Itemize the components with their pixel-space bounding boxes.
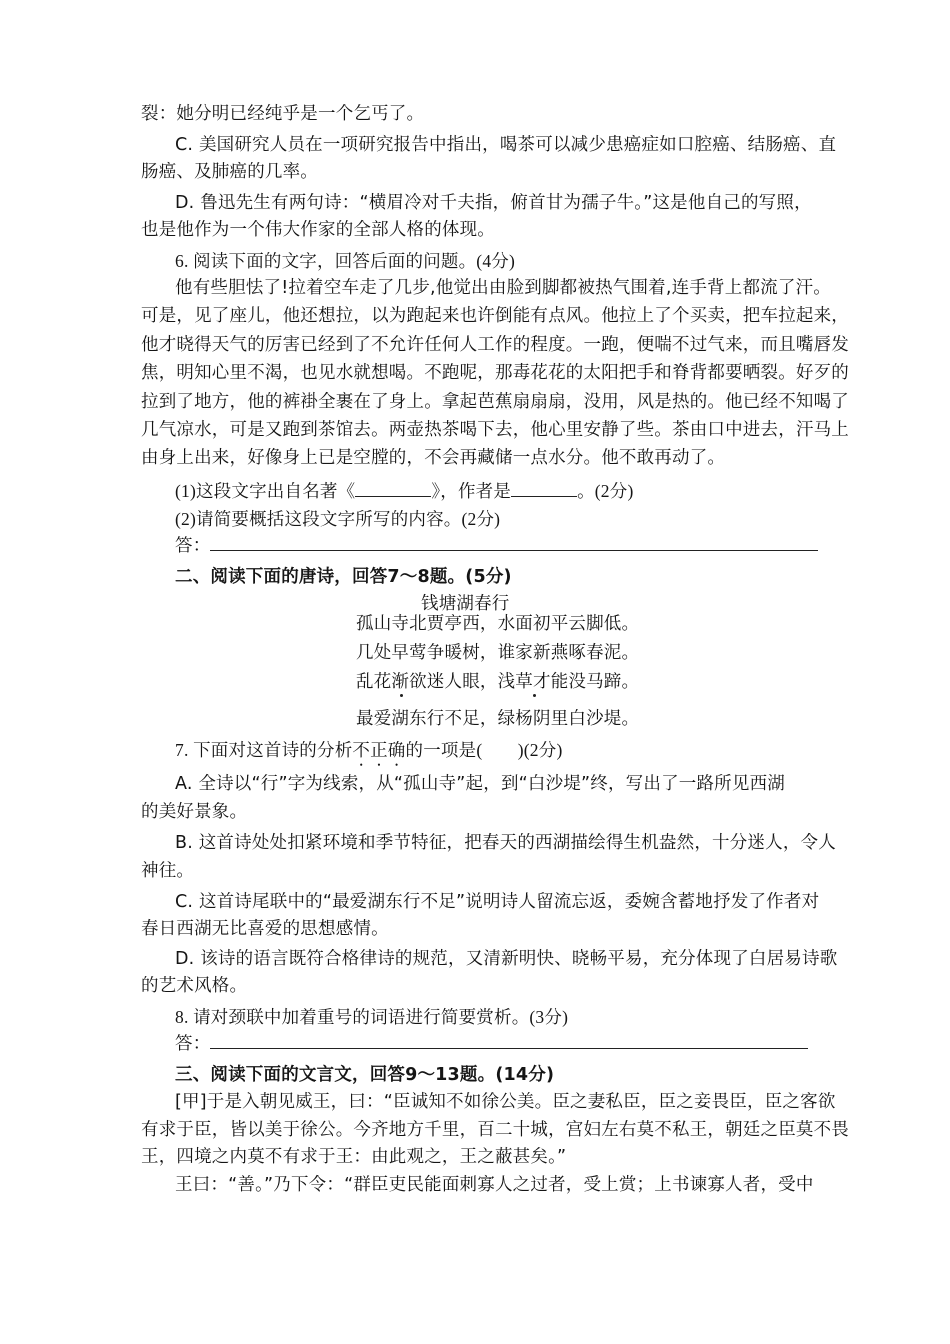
q6-sub1-suffix: 。(2分): [577, 481, 634, 501]
q7-option-d-line2: 的艺术风格。: [141, 976, 248, 996]
author-blank[interactable]: [511, 478, 577, 497]
option-d-line2: 也是他作为一个伟大作家的全部人格的体现。: [141, 220, 495, 240]
q7-option-b-line1: B. 这首诗处处扣紧环境和季节特征，把春天的西湖描绘得生机盎然，十分迷人，令人: [175, 833, 836, 853]
classical-text-line: 王，四境之内莫不有求于王：由此观之，王之蔽甚矣。”: [141, 1147, 567, 1167]
q7-option-b-line2: 神往。: [141, 861, 195, 881]
answer-label: 答：: [175, 536, 211, 556]
q7-emphasis: 不正确: [352, 740, 406, 760]
q8-answer-row: [175, 1030, 855, 1058]
emphasis-dot: [533, 694, 536, 697]
q6-sub1-prefix: (1)这段文字出自名著《: [175, 481, 356, 501]
classical-text-line: 有求于臣，皆以美于徐公。今齐地方千里，百二十城，宫妇左右莫不私王，朝廷之臣莫不畏: [141, 1120, 849, 1140]
q7-option-d-line1: D. 该诗的语言既符合格律诗的规范，又清新明快、晓畅平易，充分体现了白居易诗歌: [175, 949, 838, 969]
option-c-line1: C. 美国研究人员在一项研究报告中指出，喝茶可以减少患癌症如口腔癌、结肠癌、直: [175, 135, 837, 155]
q8-stem: 8. 请对颈联中加着重号的词语进行简要赏析。(3分): [175, 1007, 569, 1027]
option-b-continuation: 裂：她分明已经纯乎是一个乞丐了。: [141, 104, 425, 124]
q7-option-c-line2: 春日西湖无比喜爱的思想感情。: [141, 919, 389, 939]
section-3-heading: 三、阅读下面的文言文，回答9～13题。(14分): [175, 1065, 555, 1085]
q6-answer-row: [175, 532, 855, 560]
option-d-line1: D. 鲁迅先生有两句诗：“横眉冷对千夫指，俯首甘为孺子牛。”这是他自己的写照，: [175, 193, 812, 213]
q7-option-c-line1: C. 这首诗尾联中的“最爱湖东行不足”说明诗人留流忘返，委婉含蓄地抒发了作者对: [175, 892, 820, 912]
q6-paragraph-line: 他才晓得天气的厉害已经到了不允许任何人工作的程度。一跑，便喘不过气来，而且嘴唇发: [141, 335, 849, 355]
q6-paragraph-line: 可是，见了座儿，他还想拉，以为跑起来也许倒能有点风。他拉上了个买卖，把车拉起来，: [141, 306, 849, 326]
q6-paragraph-line: 几气凉水，可是又跑到茶馆去。两壶热茶喝下去，他心里安静了些。茶由口中进去，汗马上: [141, 420, 849, 440]
poem-line: 孤山寺北贾亭西，水面初平云脚低。: [356, 614, 640, 634]
poem-line: 几处早莺争暖树，谁家新燕啄春泥。: [356, 643, 640, 663]
q7-option-a-line1: A. 全诗以“行”字为线索，从“孤山寺”起，到“白沙堤”终，写出了一路所见西湖: [175, 774, 785, 794]
q6-answer-line[interactable]: [210, 532, 818, 551]
poem-line: 最爱湖东行不足，绿杨阴里白沙堤。: [356, 709, 640, 729]
q6-paragraph-line: 他有些胆怯了!拉着空车走了几步,他觉出由脸到脚都被热气围着,连手背上都流了汗。: [175, 278, 831, 298]
q7-stem-prefix: 7. 下面对这首诗的分析: [175, 740, 353, 760]
q7-stem: [175, 736, 855, 770]
poem-line: 乱花渐欲迷人眼，浅草才能没马蹄。: [356, 672, 640, 692]
q6-sub1-middle: 》，作者是: [431, 481, 512, 501]
q6-sub1: [175, 477, 855, 505]
emphasis-dot: [400, 694, 403, 697]
q6-paragraph-line: 焦，明知心里不渴，也见水就想喝。不跑呢，那毒花花的太阳把手和脊背都要晒裂。好歹的: [141, 363, 849, 383]
answer-label: 答：: [175, 1034, 211, 1054]
q7-stem-suffix: 的一项是( )(2分): [405, 740, 563, 760]
q8-answer-line[interactable]: [210, 1030, 808, 1049]
q6-title: 6. 阅读下面的文字，回答后面的问题。(4分): [175, 251, 516, 271]
q6-paragraph-line: 拉到了地方，他的裤褂全裹在了身上。拿起芭蕉扇扇扇，没用，风是热的。他已经不知喝了: [141, 392, 849, 412]
option-c-line2: 肠癌、及肺癌的几率。: [141, 162, 318, 182]
book-title-blank[interactable]: [355, 478, 431, 497]
classical-text-line: [甲]于是入朝见威王，曰：“臣诚知不如徐公美。臣之妻私臣，臣之妾畏臣，臣之客欲: [175, 1092, 836, 1112]
poem-title: 钱塘湖春行: [421, 593, 510, 613]
section-2-heading: 二、阅读下面的唐诗，回答7～8题。(5分): [175, 567, 512, 587]
q6-paragraph-line: 由身上出来，好像身上已是空膛的，不会再藏储一点水分。他不敢再动了。: [141, 448, 726, 468]
q7-option-a-line2: 的美好景象。: [141, 802, 248, 822]
q6-sub2: (2)请简要概括这段文字所写的内容。(2分): [175, 509, 501, 529]
classical-text-line: 王曰：“善。”乃下令：“群臣吏民能面刺寡人之过者，受上赏；上书谏寡人者，受中: [175, 1175, 814, 1195]
